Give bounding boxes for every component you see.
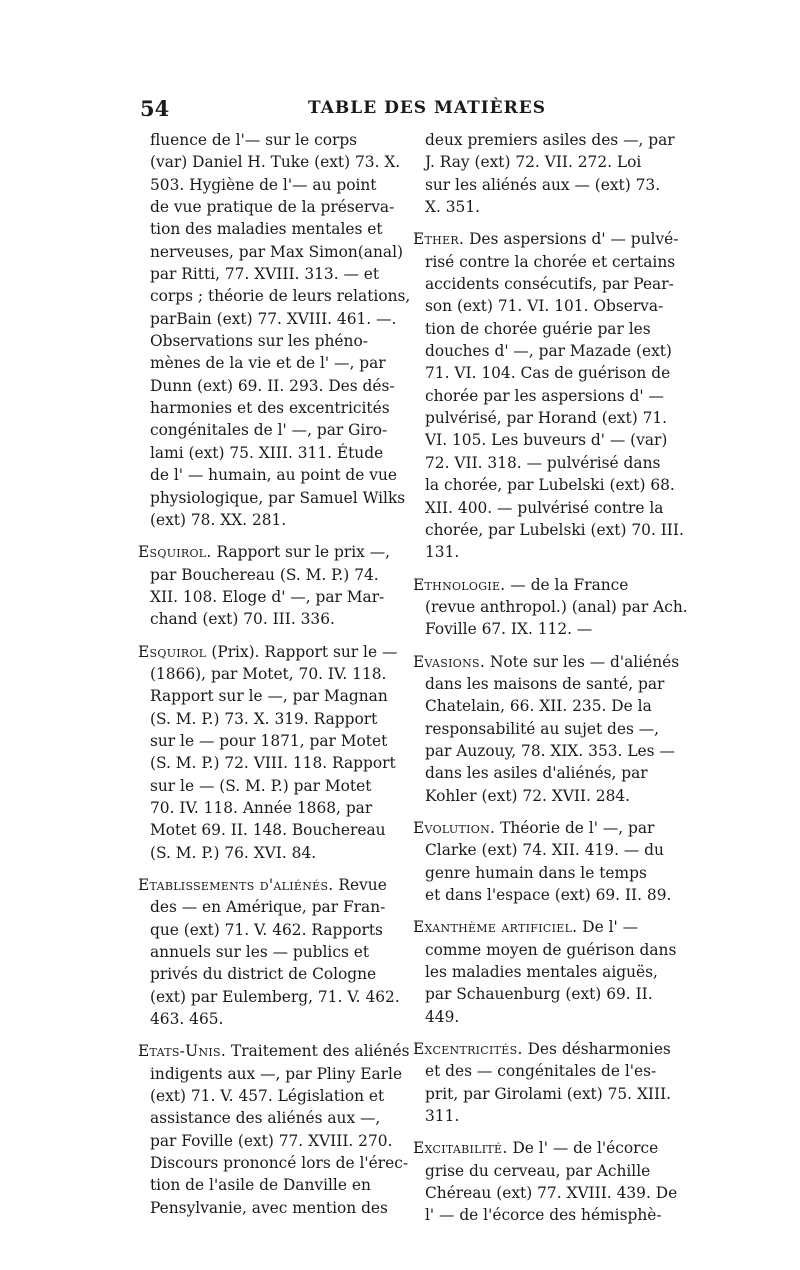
entry-line: VI. 105. Les buveurs d' — (var) xyxy=(425,431,668,450)
index-entry xyxy=(138,641,398,864)
entry-text: Des désharmonies xyxy=(527,1040,671,1059)
entry-line: parBain (ext) 77. XVIII. 461. —. xyxy=(150,309,397,328)
entry-text: Revue xyxy=(338,876,387,894)
entry-line: tion de chorée guérie par les xyxy=(425,319,651,338)
entry-line: 72. VII. 318. — pulvérisé dans xyxy=(425,453,661,472)
entry-line: par Schauenburg (ext) 69. II. xyxy=(425,985,653,1004)
index-entry xyxy=(413,916,679,1028)
entry-line: fluence de l'— sur le corps xyxy=(150,131,358,149)
entry-line: et dans l'espace (ext) 69. II. 89. xyxy=(425,886,672,904)
entry-line: accidents consécutifs, par Pear- xyxy=(425,275,674,294)
entry-text: De l' — de l'écorce xyxy=(512,1139,659,1158)
index-entry xyxy=(413,1038,679,1127)
entry-line: Clarke (ext) 74. XII. 419. — du xyxy=(425,841,664,860)
entry-line: douches d' —, par Mazade (ext) xyxy=(425,342,672,361)
entry-text: — de la France xyxy=(510,575,629,594)
entry-heading: Exanthème artificiel. xyxy=(413,918,578,937)
entry-line: que (ext) 71. V. 462. Rapports xyxy=(150,920,383,939)
entry-line xyxy=(138,874,389,896)
entry-line: nerveuses, par Max Simon(anal) xyxy=(150,242,403,261)
entry-line: Foville 67. IX. 112. — xyxy=(425,620,593,639)
entry-line: chorée par les aspersions d' — xyxy=(425,386,664,405)
entry-line: 463. 465. xyxy=(150,1010,224,1029)
entry-line: (ext) par Eulemberg, 71. V. 462. xyxy=(150,987,400,1006)
entry-text: Théorie de l' —, par xyxy=(500,818,655,837)
entry-line: genre humain dans le temps xyxy=(425,863,647,882)
entry-line: sur le — pour 1871, par Motet xyxy=(150,731,388,750)
entry-line: 131. xyxy=(425,543,460,562)
entry-line: son (ext) 71. VI. 101. Observa- xyxy=(425,297,664,316)
entry-text: Rapport sur le prix —, xyxy=(216,543,391,562)
entry-line: Chatelain, 66. XII. 235. De la xyxy=(425,697,652,716)
entry-line: Motet 69. II. 148. Bouchereau xyxy=(150,821,386,840)
left-column xyxy=(138,129,411,1229)
entry-line: tion des maladies mentales et xyxy=(150,220,383,239)
entry-line xyxy=(413,574,679,596)
entry-line xyxy=(413,916,679,938)
entry-heading: Esquirol xyxy=(138,642,207,661)
entry-line: (revue anthropol.) (anal) par Ach. xyxy=(425,597,688,616)
entry-line: 70. IV. 118. Année 1868, par xyxy=(150,798,373,817)
entry-line xyxy=(413,817,679,839)
entry-heading: Evolution. xyxy=(413,818,496,837)
entry-line: de l' — humain, au point de vue xyxy=(150,466,397,485)
entry-line: Dunn (ext) 69. II. 293. Des dés- xyxy=(150,376,395,395)
entry-line xyxy=(138,1040,410,1062)
page-header xyxy=(140,96,680,124)
entry-heading: Excentricités. xyxy=(413,1040,523,1059)
entry-line: sur le — (S. M. P.) par Motet xyxy=(150,776,372,795)
entry-line: l' — de l'écorce des hémisphè- xyxy=(425,1206,662,1225)
page-number: 54 xyxy=(140,96,170,121)
entry-line: dans les asiles d'aliénés, par xyxy=(425,764,648,783)
index-entry xyxy=(138,541,389,630)
entry-line: risé contre la chorée et certains xyxy=(425,252,676,271)
index-entry xyxy=(413,1137,679,1226)
right-column xyxy=(413,129,688,1237)
entry-line: harmonies et des excentricités xyxy=(150,399,390,418)
index-entry xyxy=(413,817,679,906)
entry-line xyxy=(138,541,389,563)
entry-line: prit, par Girolami (ext) 75. XIII. xyxy=(425,1084,672,1103)
index-entry xyxy=(413,228,684,563)
running-title: TABLE DES MATIÈRES xyxy=(308,98,547,118)
entry-text: (Prix). Rapport sur le — xyxy=(211,642,398,661)
entry-line: 71. VI. 104. Cas de guérison de xyxy=(425,364,671,383)
entry-heading: Etats-Unis. xyxy=(138,1042,227,1061)
entry-heading: Ethnologie. xyxy=(413,575,506,594)
entry-line: physiologique, par Samuel Wilks xyxy=(150,488,406,507)
entry-text: Traitement des aliénés xyxy=(230,1042,410,1061)
entry-text: Note sur les — d'aliénés xyxy=(489,652,680,671)
entry-line: par Bouchereau (S. M. P.) 74. xyxy=(150,565,379,584)
entry-line xyxy=(413,1137,679,1159)
entry-line: (S. M. P.) 73. X. 319. Rapport xyxy=(150,709,378,728)
index-entry xyxy=(138,874,400,1030)
entry-line: Observations sur les phéno- xyxy=(150,332,368,351)
entry-line: annuels sur les — publics et xyxy=(150,943,370,962)
entry-line: J. Ray (ext) 72. VII. 272. Loi xyxy=(425,153,642,172)
entry-heading: Ether. xyxy=(413,230,465,249)
entry-line: par Auzouy, 78. XIX. 353. Les — xyxy=(425,741,675,760)
entry-heading: Excitabilité. xyxy=(413,1139,508,1158)
entry-line: XII. 108. Eloge d' —, par Mar- xyxy=(150,587,385,606)
index-entry xyxy=(413,574,688,641)
entry-line: et des — congénitales de l'es- xyxy=(425,1062,657,1081)
entry-line: assistance des aliénés aux —, xyxy=(150,1109,381,1128)
entry-line xyxy=(413,1038,679,1060)
entry-line: la chorée, par Lubelski (ext) 68. xyxy=(425,476,675,495)
entry-line: 449. xyxy=(425,1007,460,1026)
entry-line: (ext) 78. XX. 281. xyxy=(150,510,287,529)
entry-line: (S. M. P.) 72. VIII. 118. Rapport xyxy=(150,754,396,773)
entry-text: De l' — xyxy=(582,918,639,937)
entry-line: Kohler (ext) 72. XVII. 284. xyxy=(425,786,631,805)
index-entry xyxy=(413,651,679,807)
index-entry-continued xyxy=(138,129,411,531)
entry-line: par Ritti, 77. XVIII. 313. — et xyxy=(150,265,380,284)
index-entry xyxy=(138,1040,410,1219)
entry-line: chand (ext) 70. III. 336. xyxy=(150,610,335,629)
entry-heading: Etablissements d'aliénés. xyxy=(138,876,334,894)
entry-line: X. 351. xyxy=(425,198,481,217)
entry-line: des — en Amérique, par Fran- xyxy=(150,898,386,917)
entry-line xyxy=(138,641,398,663)
entry-line: XII. 400. — pulvérisé contre la xyxy=(425,498,664,517)
entry-line: 503. Hygiène de l'— au point xyxy=(150,175,377,194)
entry-line: lami (ext) 75. XIII. 311. Étude xyxy=(150,443,384,462)
entry-line: Pensylvanie, avec mention des xyxy=(150,1198,388,1217)
entry-line: mènes de la vie et de l' —, par xyxy=(150,354,386,373)
entry-line: les maladies mentales aiguës, xyxy=(425,963,658,982)
entry-line: (var) Daniel H. Tuke (ext) 73. X. xyxy=(150,153,401,172)
entry-line: par Foville (ext) 77. XVIII. 270. xyxy=(150,1131,393,1150)
entry-line: Discours prononcé lors de l'érec- xyxy=(150,1154,409,1173)
entry-line: indigents aux —, par Pliny Earle xyxy=(150,1064,403,1083)
entry-line: deux premiers asiles des —, par xyxy=(425,131,675,149)
entry-line: corps ; théorie de leurs relations, xyxy=(150,287,411,306)
entry-line: chorée, par Lubelski (ext) 70. III. xyxy=(425,520,684,539)
entry-line xyxy=(413,651,679,673)
entry-line: (S. M. P.) 76. XVI. 84. xyxy=(150,843,317,862)
entry-heading: Evasions. xyxy=(413,652,486,671)
entry-line: Chéreau (ext) 77. XVIII. 439. De xyxy=(425,1184,678,1203)
entry-line: congénitales de l' —, par Giro- xyxy=(150,421,388,440)
entry-line: responsabilité au sujet des —, xyxy=(425,719,660,738)
entry-line: Rapport sur le —, par Magnan xyxy=(150,687,388,706)
entry-line: grise du cerveau, par Achille xyxy=(425,1161,651,1180)
entry-line: (1866), par Motet, 70. IV. 118. xyxy=(150,664,387,683)
entry-line: de vue pratique de la préserva- xyxy=(150,198,395,217)
entry-heading: Esquirol. xyxy=(138,543,212,562)
entry-line: pulvérisé, par Horand (ext) 71. xyxy=(425,409,668,428)
entry-line: 311. xyxy=(425,1107,460,1126)
entry-line: tion de l'asile de Danville en xyxy=(150,1176,371,1195)
entry-line: privés du district de Cologne xyxy=(150,965,377,984)
entry-line: (ext) 71. V. 457. Législation et xyxy=(150,1087,385,1106)
entry-line: comme moyen de guérison dans xyxy=(425,940,677,959)
entry-line xyxy=(413,228,679,250)
index-entry-continued xyxy=(413,129,679,218)
entry-line: sur les aliénés aux — (ext) 73. xyxy=(425,175,661,194)
entry-line: dans les maisons de santé, par xyxy=(425,674,665,693)
entry-text: Des aspersions d' — pulvé- xyxy=(469,230,679,249)
